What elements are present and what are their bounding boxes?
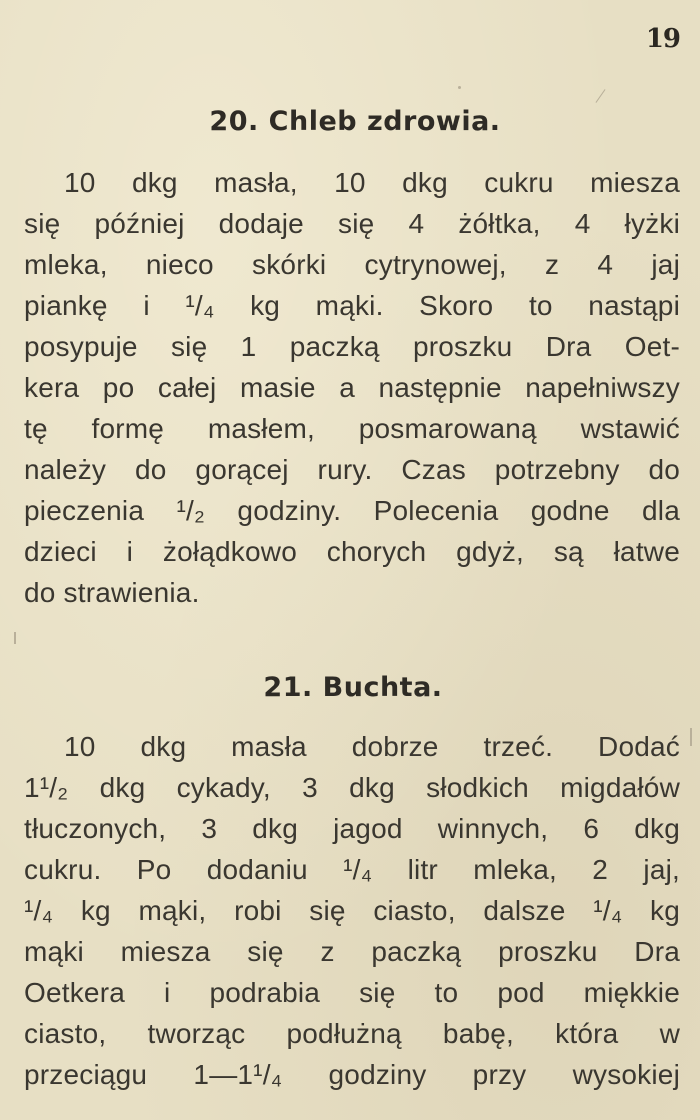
recipe-text-line: 1¹/₂ dkg cykady, 3 dkg słodkich migdałów (24, 772, 680, 803)
paper-speck (596, 89, 606, 103)
recipe-text-line: mleka, nieco skórki cytrynowej, z 4 jaj (24, 249, 680, 280)
recipe-text-line: 10 dkg masła dobrze trzeć. Dodać (64, 731, 680, 762)
recipe-text-line: kera po całej masie a następnie napełniwszy (24, 372, 680, 403)
recipe-text-line: mąki miesza się z paczką proszku Dra (24, 936, 680, 967)
recipe-text-line: 10 dkg masła, 10 dkg cukru miesza (64, 167, 680, 198)
paper-speck (14, 632, 16, 644)
recipe-text-line: cukru. Po dodaniu ¹/₄ litr mleka, 2 jaj, (24, 854, 680, 885)
recipe-heading: 21. Buchta. (263, 672, 443, 703)
recipe-text-line: posypuje się 1 paczką proszku Dra Oet- (24, 331, 680, 362)
recipe-heading: 20. Chleb zdrowia. (209, 106, 501, 137)
recipe-text-line: do strawienia. (24, 577, 200, 608)
recipe-text-line: pieczenia ¹/₂ godziny. Polecenia godne dla (24, 495, 680, 526)
recipe-text-line: należy do gorącej rury. Czas potrzebny do (24, 454, 680, 485)
recipe-text-line: się później dodaje się 4 żółtka, 4 łyżki (24, 208, 680, 239)
recipe-text-line: piankę i ¹/₄ kg mąki. Skoro to nastąpi (24, 290, 680, 321)
paper-speck (690, 728, 692, 746)
page-number: 19 (645, 24, 680, 54)
recipe-text-line: ¹/₄ kg mąki, robi się ciasto, dalsze ¹/₄ kg (24, 895, 680, 926)
paper-speck (458, 86, 461, 89)
recipe-text-line: przeciągu 1—1¹/₄ godziny przy wysokiej (24, 1059, 680, 1090)
recipe-text-line: tłuczonych, 3 dkg jagod winnych, 6 dkg (24, 813, 680, 844)
recipe-text-line: tę formę masłem, posmarowaną wstawić (24, 413, 680, 444)
recipe-text-line: Oetkera i podrabia się to pod miękkie (24, 977, 680, 1008)
recipe-text-line: dzieci i żołądkowo chorych gdyż, są łatwe (24, 536, 680, 567)
recipe-text-line: ciasto, tworząc podłużną babę, która w (24, 1018, 680, 1049)
